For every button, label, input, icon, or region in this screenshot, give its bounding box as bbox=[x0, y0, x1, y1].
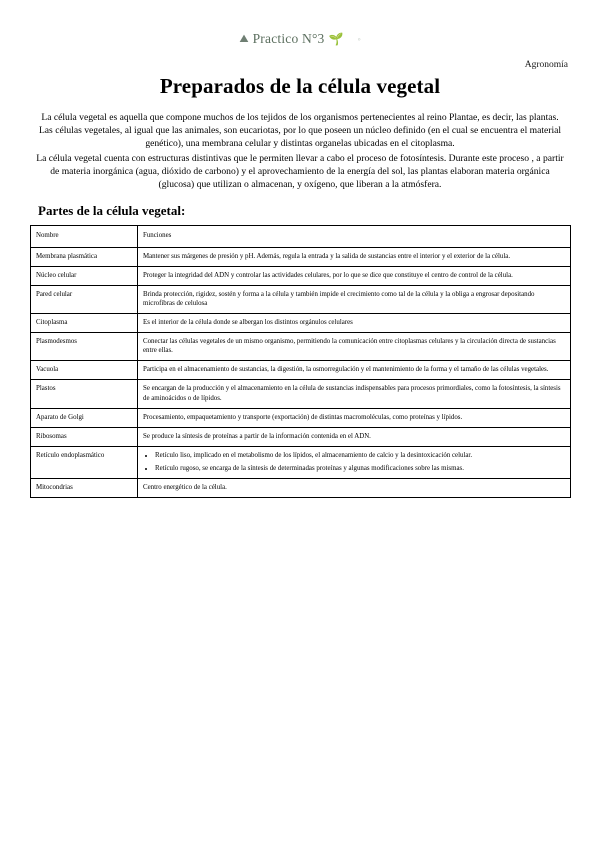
cell-part-function: Se produce la síntesis de proteínas a partir de la información contenida en el ADN. bbox=[138, 427, 571, 446]
cell-part-function: Se encargan de la producción y el almacenamiento en la célula de sustancias indispensables para procesos primordiales, como la fotosíntesis, la síntesis de aminoácidos o de lípidos. bbox=[138, 380, 571, 408]
cell-part-name: Vacuola bbox=[31, 361, 138, 380]
cell-part-function: Procesamiento, empaquetamiento y transporte (exportación) de distintas macromoléculas, como proteínas y lípidos. bbox=[138, 408, 571, 427]
document-header bbox=[30, 28, 570, 50]
cell-part-function: Proteger la integridad del ADN y controlar las actividades celulares, por lo que se dice que constituye el centro de control de la célula. bbox=[138, 266, 571, 285]
cell-part-name: Plastos bbox=[31, 380, 138, 408]
table-row bbox=[31, 427, 571, 446]
section-title: Partes de la célula vegetal: bbox=[38, 203, 186, 219]
cell-part-function: Centro energético de la célula. bbox=[138, 479, 571, 498]
cell-parts-table bbox=[30, 225, 571, 498]
decorative-dot-icon: ◦ bbox=[357, 34, 361, 44]
function-bullet-list bbox=[143, 451, 565, 473]
table-row bbox=[31, 361, 571, 380]
cell-part-name: Núcleo celular bbox=[31, 266, 138, 285]
table-row bbox=[31, 247, 571, 266]
cell-part-function: Brinda protección, rigidez, sostén y forma a la célula y también impide el crecimiento como tal de la célula y la obliga a engrosar depositando microfibras de celulosa bbox=[138, 285, 571, 313]
intro-text bbox=[36, 111, 564, 191]
cell-part-name: Aparato de Golgi bbox=[31, 408, 138, 427]
cell-part-name: Citoplasma bbox=[31, 313, 138, 332]
table-row bbox=[31, 333, 571, 361]
column-header-funciones: Funciones bbox=[138, 226, 571, 247]
cell-part-function: Es el interior de la célula donde se albergan los distintos orgánulos celulares bbox=[138, 313, 571, 332]
mountain-icon: ⛰ bbox=[239, 32, 249, 45]
list-item: • Retículo liso, implicado en el metabolismo de los lípidos, el almacenamiento de calcio y la desintoxicación celular. bbox=[155, 451, 565, 460]
table-row bbox=[31, 266, 571, 285]
page-title: Preparados de la célula vegetal bbox=[159, 74, 441, 98]
table-header-row bbox=[31, 226, 571, 247]
cell-part-name: Pared celular bbox=[31, 285, 138, 313]
cell-part-name: Mitocondrias bbox=[31, 479, 138, 498]
cell-part-name: Membrana plasmática bbox=[31, 247, 138, 266]
cell-part-name: Retículo endoplasmático bbox=[31, 446, 138, 478]
table-row bbox=[31, 380, 571, 408]
list-item: • Retículo rugoso, se encarga de la síntesis de determinadas proteínas y algunas modificaciones sobre las mismas. bbox=[155, 464, 565, 473]
cell-part-function: Participa en el almacenamiento de sustancias, la digestión, la osmorregulación y el mantenimiento de la forma y el tamaño de las células vegetales. bbox=[138, 361, 571, 380]
table-row bbox=[31, 285, 571, 313]
cell-part-name: Ribosomas bbox=[31, 427, 138, 446]
cell-part-function bbox=[138, 446, 571, 478]
header-title: Practico N°3 bbox=[252, 31, 325, 46]
table-row bbox=[31, 479, 571, 498]
subject-label: Agronomía bbox=[524, 60, 568, 70]
plant-icon: 🌱 bbox=[328, 32, 344, 46]
cell-part-name: Plasmodesmos bbox=[31, 333, 138, 361]
column-header-nombre: Nombre bbox=[31, 226, 138, 247]
table-row bbox=[31, 408, 571, 427]
table-row bbox=[31, 446, 571, 478]
intro-paragraph-2: La célula vegetal cuenta con estructuras distintivas que le permiten llevar a cabo el proceso de fotosíntesis. Durante este proceso , a partir de materia inorgánica (agua, dióxido de carbono) y el aprovechamiento de la energía del sol, las plantas elaboran materia orgánica (glucosa) que utilizan o almacenan, y oxígeno, que liberan a la atmósfera. bbox=[36, 152, 564, 191]
intro-paragraph-1: La célula vegetal es aquella que compone muchos de los tejidos de los organismos pertenecientes al reino Plantae, es decir, las plantas. Las células vegetales, al igual que las animales, son eucariotas, por lo que poseen un núcleo definido (en el cual se encuentra el material genético), una membrana celular y distintas organelas ubicadas en el citoplasma. bbox=[38, 112, 562, 150]
cell-part-function: Mantener sus márgenes de presión y pH. Además, regula la entrada y la salida de sustancias entre el interior y el exterior de la célula. bbox=[138, 247, 571, 266]
table-row bbox=[31, 313, 571, 332]
cell-part-function: Conectar las células vegetales de un mismo organismo, permitiendo la comunicación entre citoplasmas celulares y la circulación directa de sustancias entre ellas. bbox=[138, 333, 571, 361]
